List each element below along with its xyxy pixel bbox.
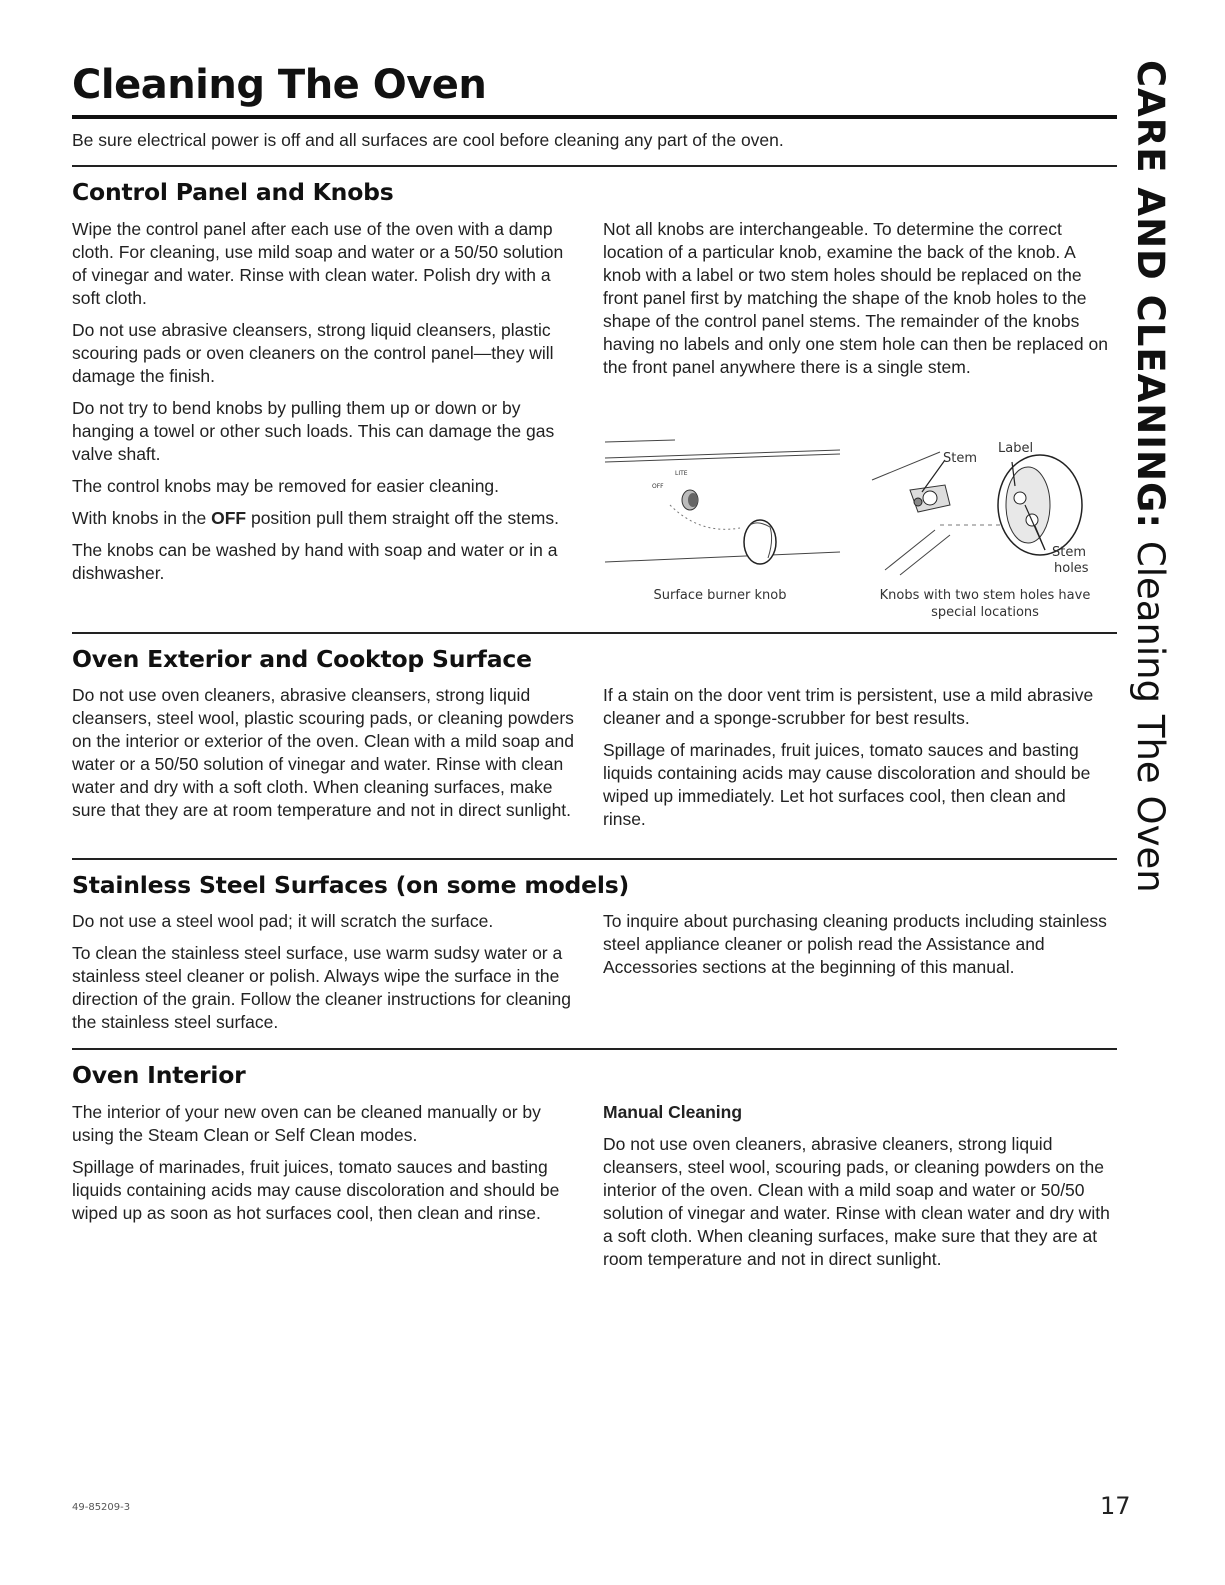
section-divider	[72, 632, 1117, 634]
section-divider	[72, 858, 1117, 860]
paragraph: Not all knobs are interchangeable. To determine the correct location of a particular knob, examine the back of the knob. A knob with a label or two stem holes should be replaced on the front panel first by matching the shape of the knob holes to the shape of the control panel stems. The remainder of the knobs having no labels and only one stem hole can then be replaced on the front panel anywhere there is a single stem.	[603, 219, 1108, 377]
stainless-heading: Stainless Steel Surfaces (on some models)	[72, 871, 630, 899]
two-stem-knob-illustration	[872, 441, 1089, 576]
caption-line: Knobs with two stem holes have	[879, 588, 1091, 603]
text-run: With knobs in the	[72, 508, 212, 528]
svg-text:OFF: OFF	[652, 483, 664, 490]
paragraph: To inquire about purchasing cleaning products including stainless steel appliance cleaner or polish read the Assistance and Accessories sections at the beginning of this manual.	[603, 911, 1107, 977]
section-divider	[72, 165, 1117, 167]
paragraph: Wipe the control panel after each use of the oven with a damp cloth. For cleaning, use mild soap and water or a 50/50 solution of vinegar and water. Rinse with clean water. Polish dry with a soft cloth.	[72, 219, 564, 308]
stem-label: Stem	[943, 451, 978, 466]
side-tab-rest: Cleaning The Oven	[1129, 529, 1172, 893]
exterior-right	[603, 684, 1113, 840]
paragraph-off-position	[72, 507, 577, 530]
paragraph: Do not use a steel wool pad; it will scratch the surface.	[72, 911, 494, 931]
side-tab-caps: CARE AND CLEANING:	[1129, 60, 1172, 530]
paragraph: Do not try to bend knobs by pulling them up or down or by hanging a towel or other such loads. This can damage the gas valve shaft.	[72, 398, 555, 464]
interior-heading: Oven Interior	[72, 1061, 246, 1089]
label-label: Label	[998, 441, 1034, 456]
exterior-left	[72, 684, 577, 831]
knob-figure	[600, 430, 1115, 605]
control-panel-left	[72, 218, 577, 594]
page-title: Cleaning The Oven	[72, 62, 487, 108]
document-code: 49-85209-3	[72, 1502, 131, 1513]
title-rule	[72, 115, 1117, 119]
page-number: 17	[1100, 1492, 1131, 1520]
paragraph: Spillage of marinades, fruit juices, tomato sauces and basting liquids containing acids may cause discoloration and should be wiped up immediately. Let hot surfaces cool, then clean and rinse.	[603, 740, 1091, 829]
intro-text: Be sure electrical power is off and all surfaces are cool before cleaning any part of the oven.	[72, 130, 784, 150]
stainless-right	[603, 910, 1113, 988]
side-tab	[1129, 60, 1172, 893]
manual-cleaning-heading: Manual Cleaning	[603, 1102, 743, 1122]
interior-left	[72, 1101, 577, 1234]
paragraph: Spillage of marinades, fruit juices, tomato sauces and basting liquids containing acids may cause discoloration and should be wiped up as soon as hot surfaces cool, then clean and rinse.	[72, 1157, 560, 1223]
text-run: position pull them straight off the stems.	[246, 508, 559, 528]
caption-line: special locations	[931, 605, 1039, 620]
caption-two-stem-knobs	[855, 587, 1115, 621]
stainless-left	[72, 910, 577, 1043]
paragraph: The knobs can be washed by hand with soap and water or in a dishwasher.	[72, 540, 558, 583]
off-label: OFF	[211, 508, 247, 528]
paragraph: Do not use oven cleaners, abrasive cleansers, strong liquid cleansers, steel wool, plastic scouring pads, or cleaning powders on the interior or exterior of the oven. Clean with a mild soap and water or a 50/50 solution of vinegar and water. Rinse with clean water and dry with a soft cloth. When cleaning surfaces, make sure that they are at room temperature and not in direct sunlight.	[72, 685, 574, 820]
paragraph: The control knobs may be removed for easier cleaning.	[72, 476, 500, 496]
stem-holes-label-1: Stem	[1052, 545, 1087, 560]
paragraph: The interior of your new oven can be cleaned manually or by using the Steam Clean or Self Clean modes.	[72, 1102, 541, 1145]
paragraph: Do not use abrasive cleansers, strong liquid cleansers, plastic scouring pads or oven cleaners on the control panel—they will damage the finish.	[72, 320, 554, 386]
paragraph: If a stain on the door vent trim is persistent, use a mild abrasive cleaner and a sponge-scrubber for best results.	[603, 685, 1094, 728]
paragraph: To clean the stainless steel surface, use warm sudsy water or a stainless steel cleaner or polish. Always wipe the surface in the direction of the grain. Follow the cleaner instructions for cleaning the stainless steel surface.	[72, 943, 572, 1032]
interior-right	[603, 1101, 1113, 1280]
stem-holes-label-2: holes	[1054, 561, 1089, 576]
surface-burner-knob-illustration	[605, 440, 840, 564]
exterior-heading: Oven Exterior and Cooktop Surface	[72, 645, 532, 673]
section-divider	[72, 1048, 1117, 1050]
control-panel-heading: Control Panel and Knobs	[72, 178, 394, 206]
caption-surface-burner-knob: Surface burner knob	[653, 588, 787, 603]
control-panel-right	[603, 218, 1113, 388]
paragraph: Do not use oven cleaners, abrasive cleaners, strong liquid cleansers, steel wool, scouring pads, or cleaning powders on the interior of the oven. Clean with a mild soap and water or 50/50 solution of vinegar and water. Rinse with clean water and dry with a soft cloth. When cleaning surfaces, make sure that they are at room temperature and not in direct sunlight.	[603, 1134, 1110, 1269]
svg-text:LITE: LITE	[675, 470, 688, 477]
